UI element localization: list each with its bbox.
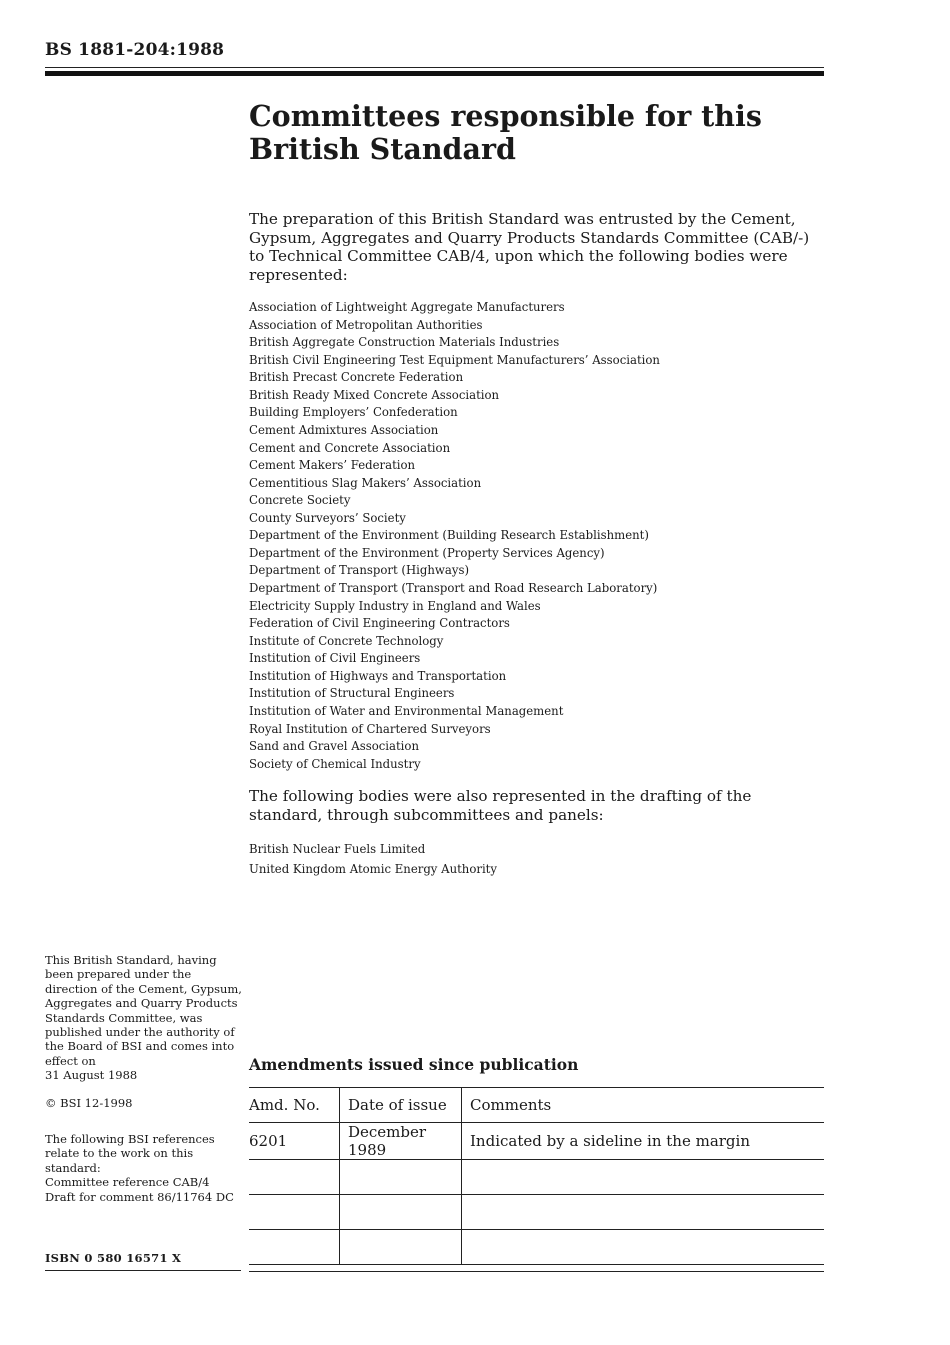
date-of-issue-cell [340,1230,462,1265]
list-item: Building Employers’ Confederation [249,405,458,420]
panel-bodies-list [249,839,497,879]
list-item: Association of Metropolitan Authorities [249,317,483,332]
list-item: Department of Transport (Transport and Road Research Laboratory) [249,581,658,595]
list-item: Department of Transport (Highways) [249,563,470,578]
table-row [249,1123,824,1160]
bsi-references [45,1132,245,1204]
publication-note-text: This British Standard, having been prepared under the direction of the Cement, Gypsum, Aggregates and Quarry Products Standards Committee, was published under the authority of the Board of BSI and comes into effect on [45,953,242,1068]
title-line-1: Committees responsible for this [249,99,762,133]
list-item: British Civil Engineering Test Equipment Manufacturers’ Association [249,352,660,367]
amd-no-cell [249,1160,340,1195]
copyright-notice: © BSI 12-1998 [45,1095,133,1110]
list-item: Institution of Structural Engineers [249,686,455,701]
amendments-header-row [249,1088,824,1123]
list-item: Sand and Gravel Association [249,739,419,754]
comments-cell [462,1160,825,1195]
publication-note [45,953,245,1083]
list-item: Electricity Supply Industry in England and Wales [249,598,541,613]
list-item: Institute of Concrete Technology [249,633,444,648]
list-item: Department of the Environment (Property Services Agency) [249,545,605,560]
comments-cell [462,1230,825,1265]
standard-number: BS 1881-204:1988 [45,40,225,60]
page-title [249,100,809,166]
references-intro: The following BSI references relate to the work on this standard: [45,1132,215,1175]
list-item: Royal Institution of Chartered Surveyors [249,721,491,736]
list-item: British Nuclear Fuels Limited [249,842,426,856]
list-item: British Precast Concrete Federation [249,370,464,385]
list-item: County Surveyors’ Society [249,510,406,525]
title-line-2: British Standard [249,132,516,166]
list-item: Institution of Civil Engineers [249,651,421,666]
header-rule-thick [45,71,824,76]
draft-comment-reference: Draft for comment 86/11764 DC [45,1189,234,1204]
table-row [249,1160,824,1195]
isbn: ISBN 0 580 16571 X [45,1251,182,1265]
date-of-issue-cell [340,1160,462,1195]
list-item: Cementitious Slag Makers’ Association [249,475,482,490]
list-item: Federation of Civil Engineering Contractors [249,616,510,631]
footer-rule-left [45,1270,241,1271]
amd-no-cell [249,1230,340,1265]
represented-bodies-list [249,299,660,773]
list-item: Concrete Society [249,493,351,508]
date-of-issue-cell: December 1989 [340,1123,462,1160]
list-item: Cement Admixtures Association [249,422,439,437]
amd-no-cell [249,1195,340,1230]
amd-no-cell: 6201 [249,1123,340,1160]
list-item: Institution of Highways and Transportation [249,668,507,683]
list-item: Society of Chemical Industry [249,756,421,771]
list-item: British Ready Mixed Concrete Association [249,387,500,402]
column-header-date-of-issue: Date of issue [340,1088,462,1123]
header-rule-thin [45,67,824,68]
table-row [249,1195,824,1230]
intro-paragraph: The preparation of this British Standard was entrusted by the Cement, Gypsum, Aggregates and Quarry Products Standards Committee (CAB/-) to Technical Committee CAB/4, upon which the following bodies were represented: [249,210,810,284]
amendments-heading: Amendments issued since publication [249,1055,579,1074]
amendments-table [249,1087,824,1265]
date-of-issue-cell [340,1195,462,1230]
comments-cell: Indicated by a sideline in the margin [462,1123,825,1160]
committee-reference: Committee reference CAB/4 [45,1175,210,1190]
list-item: United Kingdom Atomic Energy Authority [249,862,497,876]
list-item: Cement Makers’ Federation [249,458,416,473]
list-item: British Aggregate Construction Materials Industries [249,335,560,350]
table-row [249,1230,824,1265]
list-item: Association of Lightweight Aggregate Manufacturers [249,300,565,314]
also-represented-paragraph: The following bodies were also represented in the drafting of the standard, through subcommittees and panels: [249,787,752,824]
list-item: Department of the Environment (Building Research Establishment) [249,528,649,543]
comments-cell [462,1195,825,1230]
effective-date: 31 August 1988 [45,1068,138,1083]
footer-rule-right [249,1271,824,1272]
list-item: Institution of Water and Environmental Management [249,703,564,718]
column-header-amd-no: Amd. No. [249,1088,340,1123]
column-header-comments: Comments [462,1088,825,1123]
list-item: Cement and Concrete Association [249,440,451,455]
sidebar-notes [45,953,245,1204]
